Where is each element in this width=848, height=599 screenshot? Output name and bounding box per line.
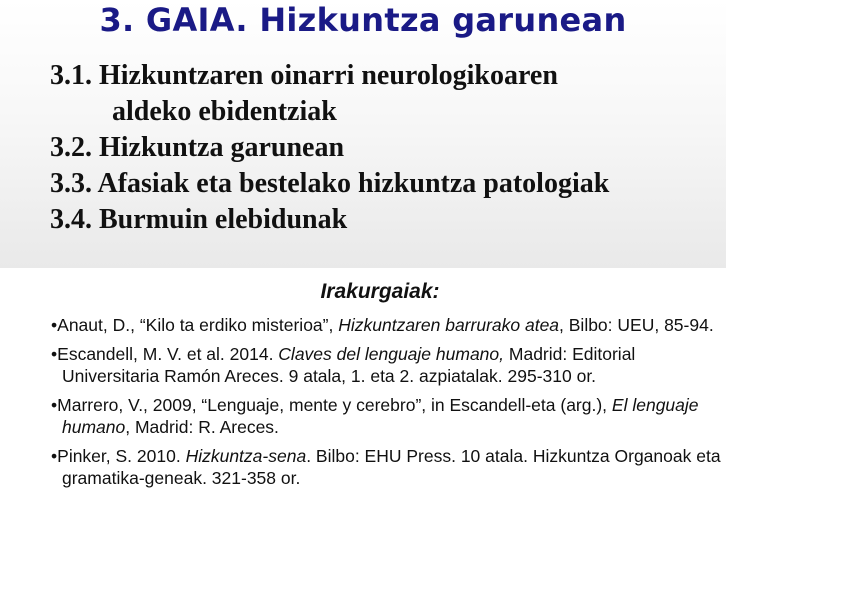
reference-item [51,445,731,489]
toc-number: 3.4. [50,204,92,235]
reference-text: Anaut, D., “Kilo ta erdiko misterioa”, [57,315,339,335]
reference-text: . Bilbo: EHU Press. 10 atala. Hizkuntza Organoak eta gramatika-geneak. 321-358 or. [62,446,721,488]
reference-text: , Bilbo: UEU, 85-94. [559,315,714,335]
toc-number: 3.2. [50,132,92,163]
slide-title: 3. GAIA. Hizkuntza garunean [99,1,627,39]
toc-number: 3.1. [50,60,92,91]
readings-heading: Irakurgaiak: [320,280,440,303]
bullet: • [51,344,58,364]
reference-text: Escandell, M. V. et al. 2014. [57,344,279,364]
bullet: • [51,395,58,415]
toc-item-3-4 [50,202,730,238]
reference-title: Claves del lenguaje humano, [278,344,505,364]
reference-title: El lenguaje humano [62,395,699,437]
toc-item-3-1 [50,58,730,130]
toc-text: Hizkuntza garunean [99,132,345,163]
toc-item-3-2 [50,130,730,166]
toc-text: Afasiak eta bestelako hizkuntza patologiak [97,168,610,199]
reference-title: Hizkuntza-sena [185,446,307,466]
toc-text-continued: aldeko ebidentziak [112,96,337,127]
reference-title: Hizkuntzaren barrurako atea [338,315,560,335]
reference-item [51,394,731,438]
reference-text: , Madrid: R. Areces. [125,417,279,437]
bullet: • [51,315,58,335]
toc-item-3-3 [50,166,730,202]
bullet: • [51,446,58,466]
reference-item [51,314,731,336]
reference-text: Marrero, V., 2009, “Lenguaje, mente y cerebro”, in Escandell-eta (arg.), [57,395,612,415]
toc-number: 3.3. [50,168,92,199]
reference-list [51,314,731,496]
reference-item [51,343,731,387]
reference-text: Pinker, S. 2010. [57,446,186,466]
toc-text: Hizkuntzaren oinarri neurologikoaren [99,60,558,91]
table-of-contents [50,58,730,238]
toc-text: Burmuin elebidunak [99,204,348,235]
reference-text: Madrid: Editorial Universitaria Ramón Areces. 9 atala, 1. eta 2. azpiatalak. 295-310 or. [62,344,636,386]
